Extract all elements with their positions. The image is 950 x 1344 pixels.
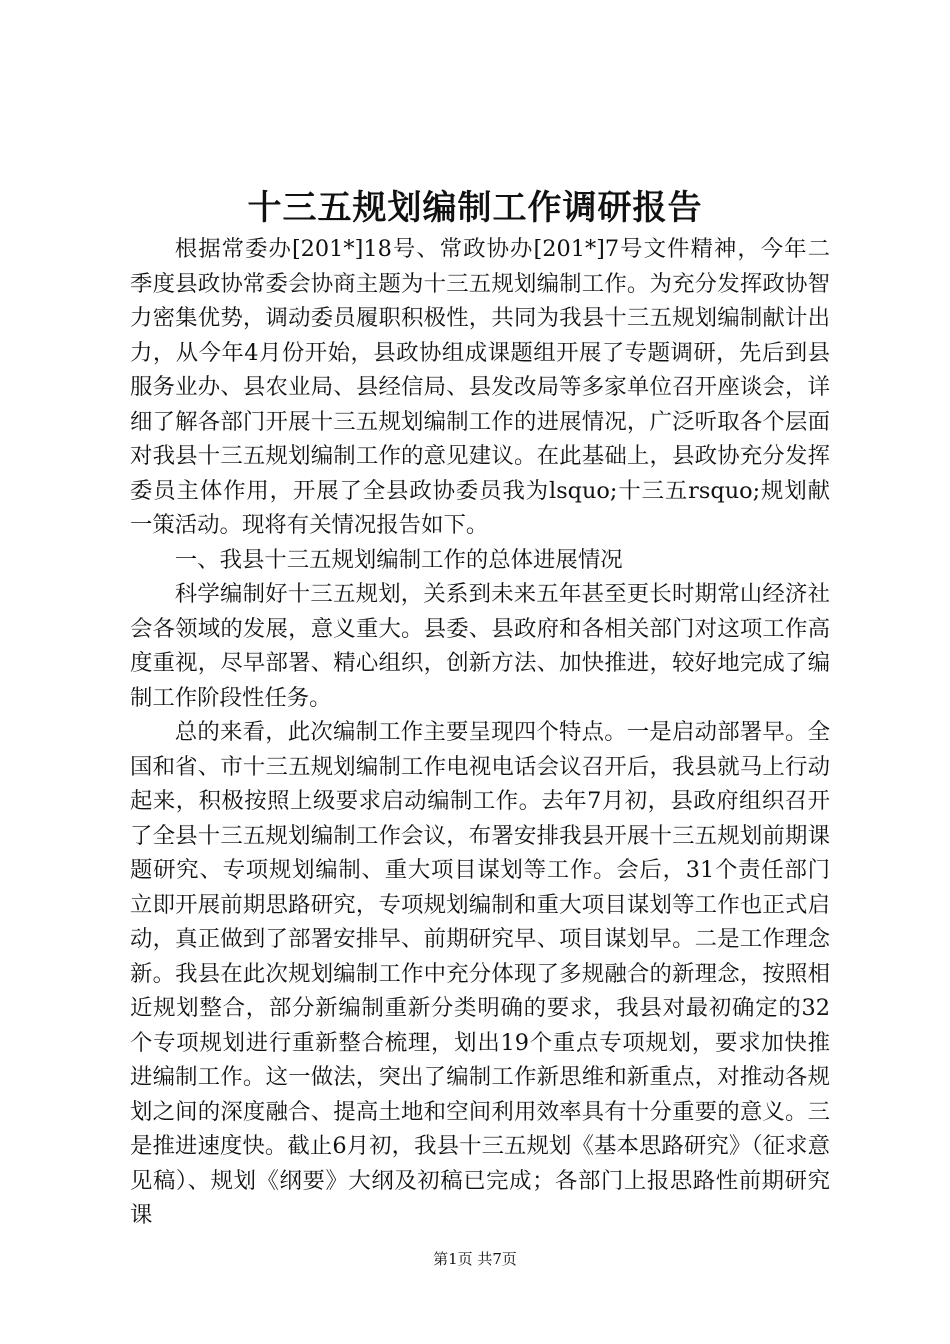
section-1-paragraph-2: 总的来看，此次编制工作主要呈现四个特点。一是启动部署早。全国和省、市十三五规划编制工作电视电话会议召开后，我县就马上行动起来，积极按照上级要求启动编制工作。去年7月初，县政府组织召开了全县十三五规划编制工作会议，布署安排我县开展十三五规划前期课题研究、专项规划编制、重大项目谋划等工作。会后，31个责任部门立即开展前期思路研究，专项规划编制和重大项目谋划等工作也正式启动，真正做到了部署安排早、前期研究早、项目谋划早。二是工作理念新。我县在此次规划编制工作中充分体现了多规融合的新理念，按照相近规划整合，部分新编制重新分类明确的要求，我县对最初确定的32个专项规划进行重新整合梳理，划出19个重点专项规划，要求加快推进编制工作。这一做法，突出了编制工作新思维和新重点，对推动各规划之间的深度融合、提高土地和空间利用效率具有十分重要的意义。三是推进速度快。截止6月初，我县十三五规划《基本思路研究》（征求意见稿）、规划《纲要》大纲及初稿已完成；各部门上报思路性前期研究课 [130, 719, 830, 1228]
intro-paragraph: 根据常委办[201*]18号、常政协办[201*]7号文件精神，今年二季度县政协常委会协商主题为十三五规划编制工作。为充分发挥政协智力密集优势，调动委员履职积极性，共同为我县十三五规划编制献计出力，从今年4月份开始，县政协组成课题组开展了专题调研，先后到县服务业办、县农业局、县经信局、县发改局等多家单位召开座谈会，详细了解各部门开展十三五规划编制工作的进展情况，广泛听取各个层面对我县十三五规划编制工作的意见建议。在此基础上，县政协充分发挥委员主体作用，开展了全县政协委员我为lsquo;十三五rsquo;规划献一策活动。现将有关情况报告如下。 [130, 236, 830, 538]
section-heading-1: 一、我县十三五规划编制工作的总体进展情况 [174, 546, 623, 573]
document-body [130, 232, 830, 1233]
page-number-footer: 第1页 共7页 [433, 1250, 517, 1268]
document-title: 十三五规划编制工作调研报告 [247, 188, 703, 228]
section-1-paragraph-1: 科学编制好十三五规划，关系到未来五年甚至更长时期常山经济社会各领域的发展，意义重大。县委、县政府和各相关部门对这项工作高度重视，尽早部署、精心组织，创新方法、加快推进，较好地完成了编制工作阶段性任务。 [130, 581, 830, 711]
